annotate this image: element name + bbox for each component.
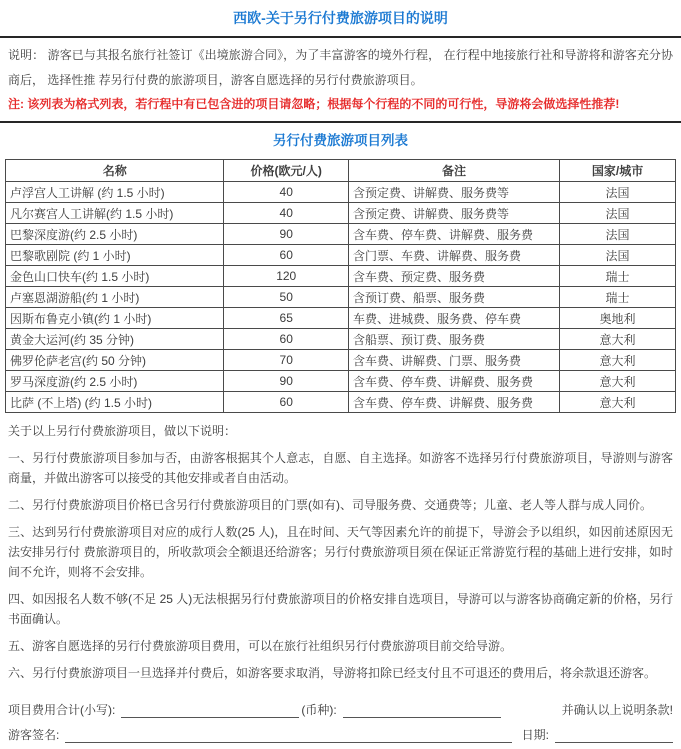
remark-cell: 含门票、车费、讲解费、服务费 [349,245,560,266]
notes-list [8,448,673,683]
remark-cell: 含船票、预订费、服务费 [349,329,560,350]
note-item: 三、达到另行付费旅游项目对应的成行人数(25 人)，且在时间、天气等因素允许的前提下，导游会予以组织，如因前述原因无法安排另行付 费旅游项目的，所收款项会全额退还给游客；另行付费旅游项目须在保证正常游览行程的基础上进行安排，如时间不允许，则将不会安排。 [8,525,673,579]
intro-section [0,38,681,123]
notes-section [0,413,681,688]
intro-description: 说明： 游客已与其报名旅行社签订《出境旅游合同》，为了丰富游客的境外行程， 在行程中地接旅行社和导游将和游客充分协商后， 选择性推 荐另行付费的旅游项目，游客自愿选择的另行付费旅游项目。 [8,48,673,87]
signature-row [8,720,673,745]
table-row [6,350,676,371]
note-item: 一、另行付费旅游项目参加与否，由游客根据其个人意志，自愿、自主选择。如游客不选择另行付费旅游项目，导游则与游客商量，并做出游客可以接受的其他安排或者自由活动。 [8,451,673,485]
note-item: 六、另行付费旅游项目一旦选择并付费后，如游客要求取消，导游将扣除已经支付且不可退还的费用后，将余款退还游客。 [8,666,657,680]
note-item: 五、游客自愿选择的另行付费旅游项目费用，可以在旅行社组织另行付费旅游项目前交给导游。 [8,639,513,653]
item-name-cell: 巴黎歌剧院 (约 1 小时) [6,245,224,266]
country-cell: 意大利 [560,350,676,371]
item-name-cell: 黄金大运河(约 35 分钟) [6,329,224,350]
price-cell: 70 [224,350,349,371]
table-row [6,182,676,203]
confirm-clause-text: 并确认以上说明条款! [561,703,673,717]
item-name-cell: 卢浮宫人工讲解 (约 1.5 小时) [6,182,224,203]
signature-label: 游客签名: [8,728,60,742]
table-row [6,308,676,329]
currency-label: (币种): [301,703,337,717]
price-cell: 90 [224,371,349,392]
country-cell: 法国 [560,224,676,245]
price-cell: 60 [224,329,349,350]
country-cell: 奥地利 [560,308,676,329]
table-row [6,329,676,350]
notes-heading: 关于以上另行付费旅游项目，做以下说明： [8,424,237,438]
item-name-cell: 卢塞恩湖游船(约 1 小时) [6,287,224,308]
country-cell: 法国 [560,203,676,224]
price-cell: 65 [224,308,349,329]
note-item: 四、如因报名人数不够(不足 25 人)无法根据另行付费旅游项目的价格安排自选项目，导游可以与游客协商确定新的价格，另行书面确认。 [8,592,673,626]
remark-cell: 含预定费、讲解费、服务费等 [349,203,560,224]
currency-input-line[interactable] [343,701,501,718]
table-row [6,245,676,266]
fee-table [5,159,676,413]
column-header: 价格(欧元/人) [224,160,349,182]
remark-cell: 含车费、讲解费、门票、服务费 [349,350,560,371]
country-cell: 意大利 [560,371,676,392]
country-cell: 法国 [560,245,676,266]
remark-cell: 含车费、预定费、服务费 [349,266,560,287]
remark-cell: 含预定费、讲解费、服务费等 [349,182,560,203]
fee-table-body [6,182,676,413]
price-cell: 120 [224,266,349,287]
fee-total-input-line[interactable] [121,701,299,718]
country-cell: 法国 [560,182,676,203]
column-header: 名称 [6,160,224,182]
item-name-cell: 金色山口快车(约 1.5 小时) [6,266,224,287]
price-cell: 40 [224,203,349,224]
date-label: 日期: [521,728,549,742]
table-row [6,392,676,413]
item-name-cell: 罗马深度游(约 2.5 小时) [6,371,224,392]
item-name-cell: 巴黎深度游(约 2.5 小时) [6,224,224,245]
page-title: 西欧-关于另行付费旅游项目的说明 [0,0,681,38]
table-row [6,371,676,392]
date-input-line[interactable] [555,726,673,743]
price-cell: 90 [224,224,349,245]
country-cell: 意大利 [560,329,676,350]
note-item: 二、另行付费旅游项目价格已含另行付费旅游项目的门票(如有)、司导服务费、交通费等；儿童、老人等人群与成人同价。 [8,498,652,512]
price-cell: 60 [224,392,349,413]
remark-cell: 含预订费、船票、服务费 [349,287,560,308]
item-name-cell: 佛罗伦萨老宫(约 50 分钟) [6,350,224,371]
price-cell: 60 [224,245,349,266]
table-row [6,224,676,245]
country-cell: 瑞士 [560,266,676,287]
item-name-cell: 因斯布鲁克小镇(约 1 小时) [6,308,224,329]
fee-table-header-row [6,160,676,182]
remark-cell: 含车费、停车费、讲解费、服务费 [349,392,560,413]
fee-total-label: 项目费用合计(小写): [8,703,116,717]
item-name-cell: 比萨 (不上塔) (约 1.5 小时) [6,392,224,413]
price-cell: 50 [224,287,349,308]
footer-form [0,688,681,749]
country-cell: 意大利 [560,392,676,413]
remark-cell: 含车费、停车费、讲解费、服务费 [349,371,560,392]
remark-cell: 含车费、停车费、讲解费、服务费 [349,224,560,245]
table-row [6,203,676,224]
fee-total-row [8,695,673,720]
remark-cell: 车费、进城费、服务费、停车费 [349,308,560,329]
red-note: 注: 该列表为格式列表，若行程中有已包含进的项目请忽略；根据每个行程的不同的可行性，导游将会做选择性推荐! [8,97,620,111]
country-cell: 瑞士 [560,287,676,308]
table-row [6,287,676,308]
column-header: 备注 [349,160,560,182]
price-cell: 40 [224,182,349,203]
fee-table-title: 另行付费旅游项目列表 [273,133,408,148]
signature-input-line[interactable] [65,726,511,743]
table-row [6,266,676,287]
item-name-cell: 凡尔赛宫人工讲解(约 1.5 小时) [6,203,224,224]
column-header: 国家/城市 [560,160,676,182]
